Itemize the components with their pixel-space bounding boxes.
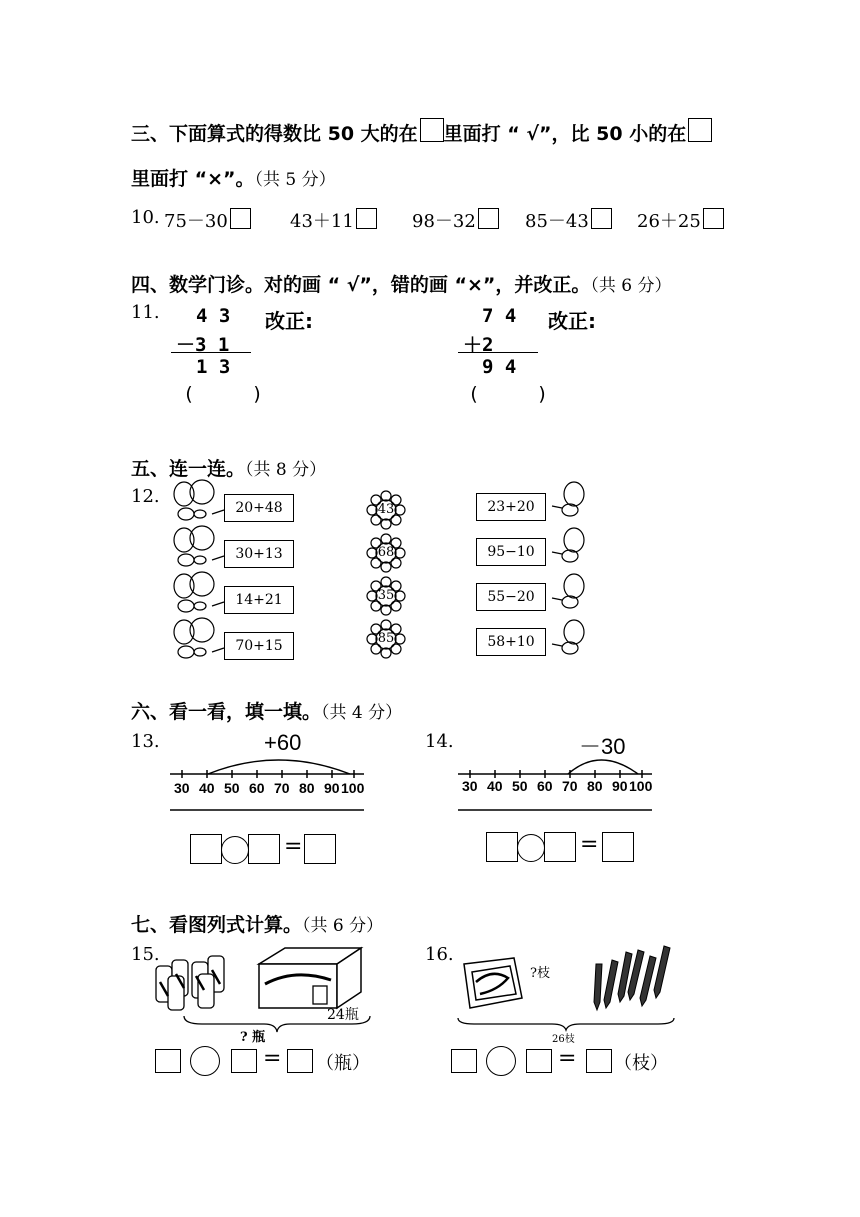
flower-number[interactable]: 35	[377, 588, 395, 603]
answer-box[interactable]	[155, 1049, 181, 1073]
answer-box[interactable]	[304, 834, 336, 864]
vertical-calc-2-op: ＋2	[463, 334, 494, 356]
answer-box[interactable]	[230, 208, 251, 229]
answer-box[interactable]	[486, 832, 518, 862]
calc-line	[458, 352, 538, 353]
left-expr-card[interactable]: 14+21	[224, 586, 294, 614]
tick-label: 90	[612, 778, 628, 794]
operator-circle[interactable]	[486, 1046, 516, 1076]
q13-number: 13.	[131, 731, 160, 752]
crate-label: 24瓶	[327, 1007, 359, 1023]
tick-label: 60	[249, 780, 265, 796]
right-expr-card[interactable]: 23+20	[476, 493, 546, 521]
answer-box[interactable]	[591, 208, 612, 229]
tick-label: 30	[174, 780, 190, 796]
q10-row: 10.	[131, 207, 160, 228]
flower-number[interactable]: 68	[377, 545, 395, 560]
equals-sign: =	[558, 1046, 577, 1071]
tick-label: 70	[274, 780, 290, 796]
section3-title-line2: 里面打 “×”。（共 5 分）	[131, 168, 336, 190]
vertical-calc-1-op: －3 1	[176, 334, 230, 356]
judge-paren-1[interactable]: ( )	[183, 383, 264, 405]
vertical-calc-2-top: 7 4	[482, 305, 517, 327]
butterfly-icons-left	[168, 478, 228, 678]
unit-16: （枝）	[614, 1053, 668, 1074]
section5-title: 五、连一连。（共 8 分）	[131, 458, 327, 480]
q11-number: 11.	[131, 302, 160, 323]
tick-label: 50	[224, 780, 240, 796]
q12-number: 12.	[131, 486, 160, 507]
tick-label: 60	[537, 778, 553, 794]
pencils-icon	[588, 942, 678, 1016]
tick-label: 80	[587, 778, 603, 794]
q14-number: 14.	[425, 731, 454, 752]
answer-box[interactable]	[703, 208, 724, 229]
answer-box[interactable]	[478, 208, 499, 229]
answer-box[interactable]	[544, 832, 576, 862]
equals-sign: =	[580, 832, 599, 857]
operator-circle[interactable]	[190, 1046, 220, 1076]
q10-expr-4: 85－43	[525, 207, 612, 233]
left-expr-card[interactable]: 70+15	[224, 632, 294, 660]
jump-label-14: －30	[579, 734, 626, 759]
right-expr-card[interactable]: 55−20	[476, 583, 546, 611]
equals-sign: =	[284, 834, 303, 859]
calc-line	[171, 352, 251, 353]
tick-label: 40	[487, 778, 503, 794]
tick-label: 40	[199, 780, 215, 796]
equals-sign: =	[263, 1046, 282, 1071]
unit-15: （瓶）	[316, 1053, 370, 1074]
butterfly-icons-right	[548, 478, 592, 668]
vertical-calc-1-result: 1 3	[196, 356, 231, 378]
vertical-calc-1-top: 4 3	[196, 305, 231, 327]
judge-paren-2[interactable]: ( )	[468, 383, 549, 405]
answer-box[interactable]	[451, 1049, 477, 1073]
section7-title: 七、看图列式计算。（共 6 分）	[131, 914, 384, 936]
answer-box[interactable]	[602, 832, 634, 862]
answer-box	[688, 118, 712, 142]
q10-expr-2: 43＋11	[290, 207, 377, 233]
fix-label-1: 改正:	[265, 309, 313, 333]
tick-label: 30	[462, 778, 478, 794]
right-expr-card[interactable]: 95−10	[476, 538, 546, 566]
answer-box[interactable]	[586, 1049, 612, 1073]
tick-label: 70	[562, 778, 578, 794]
section6-title: 六、看一看，填一填。（共 4 分）	[131, 701, 403, 723]
q10-expr-1: 75－30	[164, 207, 251, 233]
operator-circle[interactable]	[221, 836, 249, 864]
q16-number: 16.	[425, 944, 454, 965]
jump-label-13: +60	[264, 730, 302, 755]
operator-circle[interactable]	[517, 834, 545, 862]
total-label-16: 26枝	[552, 1034, 575, 1045]
tick-label: 100	[629, 778, 653, 794]
answer-box[interactable]	[231, 1049, 257, 1073]
answer-box[interactable]	[526, 1049, 552, 1073]
tick-label: 100	[341, 780, 365, 796]
right-expr-card[interactable]: 58+10	[476, 628, 546, 656]
q10-expr-3: 98－32	[412, 207, 499, 233]
q15-number: 15.	[131, 944, 160, 965]
tick-label: 80	[299, 780, 315, 796]
vertical-calc-2-result: 9 4	[482, 356, 517, 378]
section3-title: 三、下面算式的得数比 50 大的在 里面打 “ √”，比 50 小的在	[131, 118, 712, 146]
tick-label: 90	[324, 780, 340, 796]
answer-box	[420, 118, 444, 142]
fix-label-2: 改正:	[548, 309, 596, 333]
left-expr-card[interactable]: 30+13	[224, 540, 294, 568]
pencil-bag-icon	[458, 954, 528, 1014]
total-label-15: ? 瓶	[240, 1030, 266, 1045]
brace-15	[182, 1014, 372, 1034]
answer-box[interactable]	[356, 208, 377, 229]
flower-number[interactable]: 85	[377, 631, 395, 646]
bottle-icons	[152, 952, 232, 1012]
bag-label: ?枝	[530, 966, 550, 981]
tick-label: 50	[512, 778, 528, 794]
section4-title: 四、数学门诊。对的画 “ √”，错的画 “×”，并改正。（共 6 分）	[131, 274, 672, 296]
answer-box[interactable]	[248, 834, 280, 864]
answer-box[interactable]	[190, 834, 222, 864]
flower-number[interactable]: 43	[377, 502, 395, 517]
q10-expr-5: 26＋25	[637, 207, 724, 233]
left-expr-card[interactable]: 20+48	[224, 494, 294, 522]
answer-box[interactable]	[287, 1049, 313, 1073]
